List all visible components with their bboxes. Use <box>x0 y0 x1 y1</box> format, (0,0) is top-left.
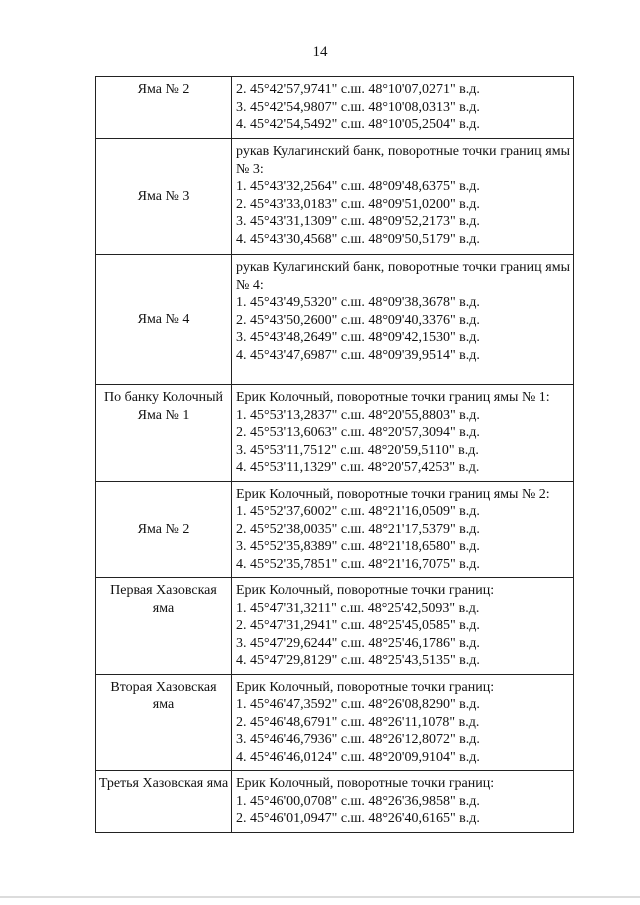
point-line: 4. 45°43'47,6987" с.ш. 48°09'39,9514" в.д. <box>236 347 480 363</box>
pit-points-cell <box>232 578 574 675</box>
pit-name-cell: Первая Хазовская яма <box>96 578 232 675</box>
point-line: 4. 45°52'35,7851" с.ш. 48°21'16,7075" в.д. <box>236 556 480 572</box>
boundary-heading: Ерик Колочный, поворотные точки границ: <box>236 583 495 598</box>
boundary-heading: рукав Кулагинский банк, поворотные точки границ ямы № 4: <box>236 260 570 293</box>
table-row <box>96 385 574 482</box>
point-line: 2. 45°43'33,0183" с.ш. 48°09'51,0200" в.д. <box>236 196 480 212</box>
table-row <box>96 674 574 771</box>
point-line: 2. 45°52'38,0035" с.ш. 48°21'17,5379" в.д. <box>236 521 480 537</box>
point-line: 3. 45°43'31,1309" с.ш. 48°09'52,2173" в.д. <box>236 214 480 229</box>
pit-points-cell <box>232 255 574 385</box>
point-line: 2. 45°46'48,6791" с.ш. 48°26'11,1078" в.д. <box>236 714 480 730</box>
pit-points-cell <box>232 77 574 139</box>
pit-name-cell: Яма № 2 <box>96 481 232 578</box>
pit-name-cell: Яма № 2 <box>96 77 232 139</box>
table-row <box>96 481 574 578</box>
table-row <box>96 255 574 385</box>
point-line: 1. 45°43'49,5320" с.ш. 48°09'38,3678" в.д. <box>236 295 480 310</box>
point-line: 3. 45°46'46,7936" с.ш. 48°26'12,8072" в.д. <box>236 732 480 747</box>
point-line: 2. 45°53'13,6063" с.ш. 48°20'57,3094" в.д. <box>236 425 480 440</box>
point-line: 1. 45°46'00,0708" с.ш. 48°26'36,9858" в.д. <box>236 793 480 809</box>
point-line: 3. 45°47'29,6244" с.ш. 48°25'46,1786" в.д. <box>236 635 480 651</box>
boundary-heading: Ерик Колочный, поворотные точки границ: <box>236 776 495 791</box>
table-row <box>96 139 574 255</box>
point-line: 3. 45°43'48,2649" с.ш. 48°09'42,1530" в.д. <box>236 330 480 345</box>
point-line: 4. 45°47'29,8129" с.ш. 48°25'43,5135" в.д. <box>236 653 480 668</box>
pit-name-cell: Вторая Хазовская яма <box>96 674 232 771</box>
point-line: 1. 45°52'37,6002" с.ш. 48°21'16,0509" в.д. <box>236 504 480 519</box>
point-line: 4. 45°42'54,5492" с.ш. 48°10'05,2504" в.д. <box>236 117 480 132</box>
table-row <box>96 77 574 139</box>
boundary-heading: Ерик Колочный, поворотные точки границ ямы № 2: <box>236 486 550 502</box>
point-line: 2. 45°47'31,2941" с.ш. 48°25'45,0585" в.д. <box>236 618 480 633</box>
pit-points-cell <box>232 481 574 578</box>
boundary-heading: Ерик Колочный, поворотные точки границ: <box>236 679 495 695</box>
point-line: 2. 45°46'01,0947" с.ш. 48°26'40,6165" в.д. <box>236 811 480 826</box>
point-line: 3. 45°52'35,8389" с.ш. 48°21'18,6580" в.д. <box>236 539 480 554</box>
point-line: 4. 45°46'46,0124" с.ш. 48°20'09,9104" в.д. <box>236 749 480 765</box>
pit-points-cell <box>232 674 574 771</box>
pit-name-cell: Яма № 4 <box>96 255 232 385</box>
pit-points-cell <box>232 139 574 255</box>
pit-name-cell: Третья Хазовская яма <box>96 771 232 833</box>
boundary-heading: Ерик Колочный, поворотные точки границ ямы № 1: <box>236 390 550 405</box>
point-line: 3. 45°53'11,7512" с.ш. 48°20'59,5110" в.д. <box>236 442 479 458</box>
point-line: 1. 45°47'31,3211" с.ш. 48°25'42,5093" в.д. <box>236 600 480 616</box>
boundary-heading: рукав Кулагинский банк, поворотные точки границ ямы № 3: <box>236 144 570 177</box>
pit-points-cell <box>232 771 574 833</box>
page-bottom-divider <box>0 896 640 898</box>
point-line: 4. 45°53'11,1329" с.ш. 48°20'57,4253" в.д. <box>236 460 480 475</box>
point-line: 1. 45°46'47,3592" с.ш. 48°26'08,8290" в.д. <box>236 697 480 712</box>
table-row <box>96 578 574 675</box>
point-line: 3. 45°42'54,9807" с.ш. 48°10'08,0313" в.д. <box>236 99 480 115</box>
pit-points-cell <box>232 385 574 482</box>
point-line: 1. 45°53'13,2837" с.ш. 48°20'55,8803" в.д. <box>236 407 480 423</box>
point-line: 4. 45°43'30,4568" с.ш. 48°09'50,5179" в.д. <box>236 231 480 247</box>
coordinates-table <box>95 76 574 833</box>
point-line: 1. 45°43'32,2564" с.ш. 48°09'48,6375" в.д. <box>236 179 480 194</box>
pit-name-cell: По банку Колочный Яма № 1 <box>96 385 232 482</box>
table-row <box>96 771 574 833</box>
pit-name-cell: Яма № 3 <box>96 139 232 255</box>
point-line: 2. 45°43'50,2600" с.ш. 48°09'40,3376" в.д. <box>236 312 480 328</box>
page-number: 14 <box>312 44 328 60</box>
point-line: 2. 45°42'57,9741" с.ш. 48°10'07,0271" в.д. <box>236 82 480 97</box>
